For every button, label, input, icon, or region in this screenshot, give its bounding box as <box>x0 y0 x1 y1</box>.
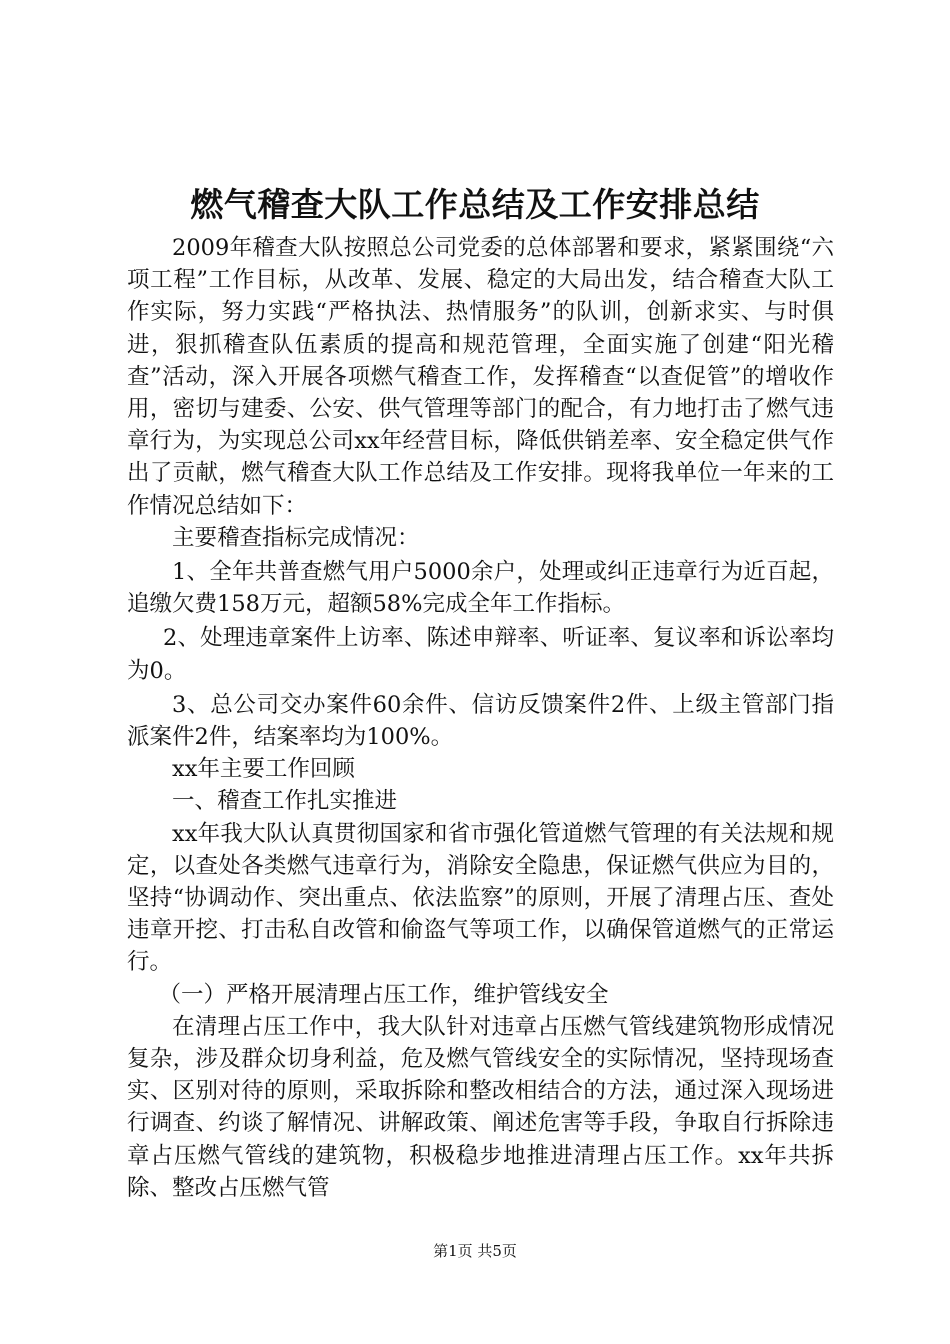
paragraph-section-1-heading: 一、稽查工作扎实推进 <box>172 788 398 815</box>
paragraph-intro: 2009年稽查大队按照总公司党委的总体部署和要求，紧紧围绕“六项工程”工作目标，从改革、发展、稳定的大局出发，结合稽查大队工作实际，努力实践“严格执法、热情服务”的队训，创新求实、与时俱进，狠抓稽查队伍素质的提高和规范管理，全面实施了创建“阳光稽查”活动，深入开展各项燃气稽查工作，发挥稽查“以查促管”的增收作用，密切与建委、公安、供气管理等部门的配合，有力地打击了燃气违章行为，为实现总公司xx年经营目标，降低供销差率、安全稳定供气作出了贡献，燃气稽查大队工作总结及工作安排。现将我单位一年来的工作情况总结如下： <box>127 235 834 519</box>
document-title: 燃气稽查大队工作总结及工作安排总结 <box>190 185 760 224</box>
paragraph-indicator-3: 3、总公司交办案件60余件、信访反馈案件2件、上级主管部门指派案件2件，结案率均为100%。 <box>127 691 834 751</box>
paragraph-subsection-1-body: 在清理占压工作中，我大队针对违章占压燃气管线建筑物形成情况复杂，涉及群众切身利益，危及燃气管线安全的实际情况，坚持现场查实、区别对待的原则，采取拆除和整改相结合的方法，通过深入现场进行调查、约谈了解情况、讲解政策、阐述危害等手段，争取自行拆除违章占压燃气管线的建筑物，积极稳步地推进清理占压工作。xx年共拆除、整改占压燃气管 <box>127 1013 834 1201</box>
page-footer: 第1页 共5页 <box>433 1242 517 1260</box>
paragraph-indicator-1: 1、全年共普查燃气用户5000余户，处理或纠正违章行为近百起，追缴欠费158万元，超额58%完成全年工作指标。 <box>127 559 834 618</box>
paragraph-review-heading: xx年主要工作回顾 <box>172 756 355 783</box>
paragraph-indicators-heading: 主要稽查指标完成情况： <box>172 524 420 551</box>
paragraph-subsection-1-heading: （一）严格开展清理占压工作，维护管线安全 <box>158 981 609 1008</box>
document-body <box>127 232 834 1204</box>
paragraph-indicator-2: 2、处理违章案件上访率、陈述申辩率、听证率、复议率和诉讼率均为0。 <box>127 625 834 684</box>
paragraph-section-1-body: xx年我大队认真贯彻国家和省市强化管道燃气管理的有关法规和规定，以查处各类燃气违章行为，消除安全隐患，保证燃气供应为目的，坚持“协调动作、突出重点、依法监察”的原则，开展了清理占压、查处违章开挖、打击私自改管和偷盗气等项工作，以确保管道燃气的正常运行。 <box>127 820 834 976</box>
